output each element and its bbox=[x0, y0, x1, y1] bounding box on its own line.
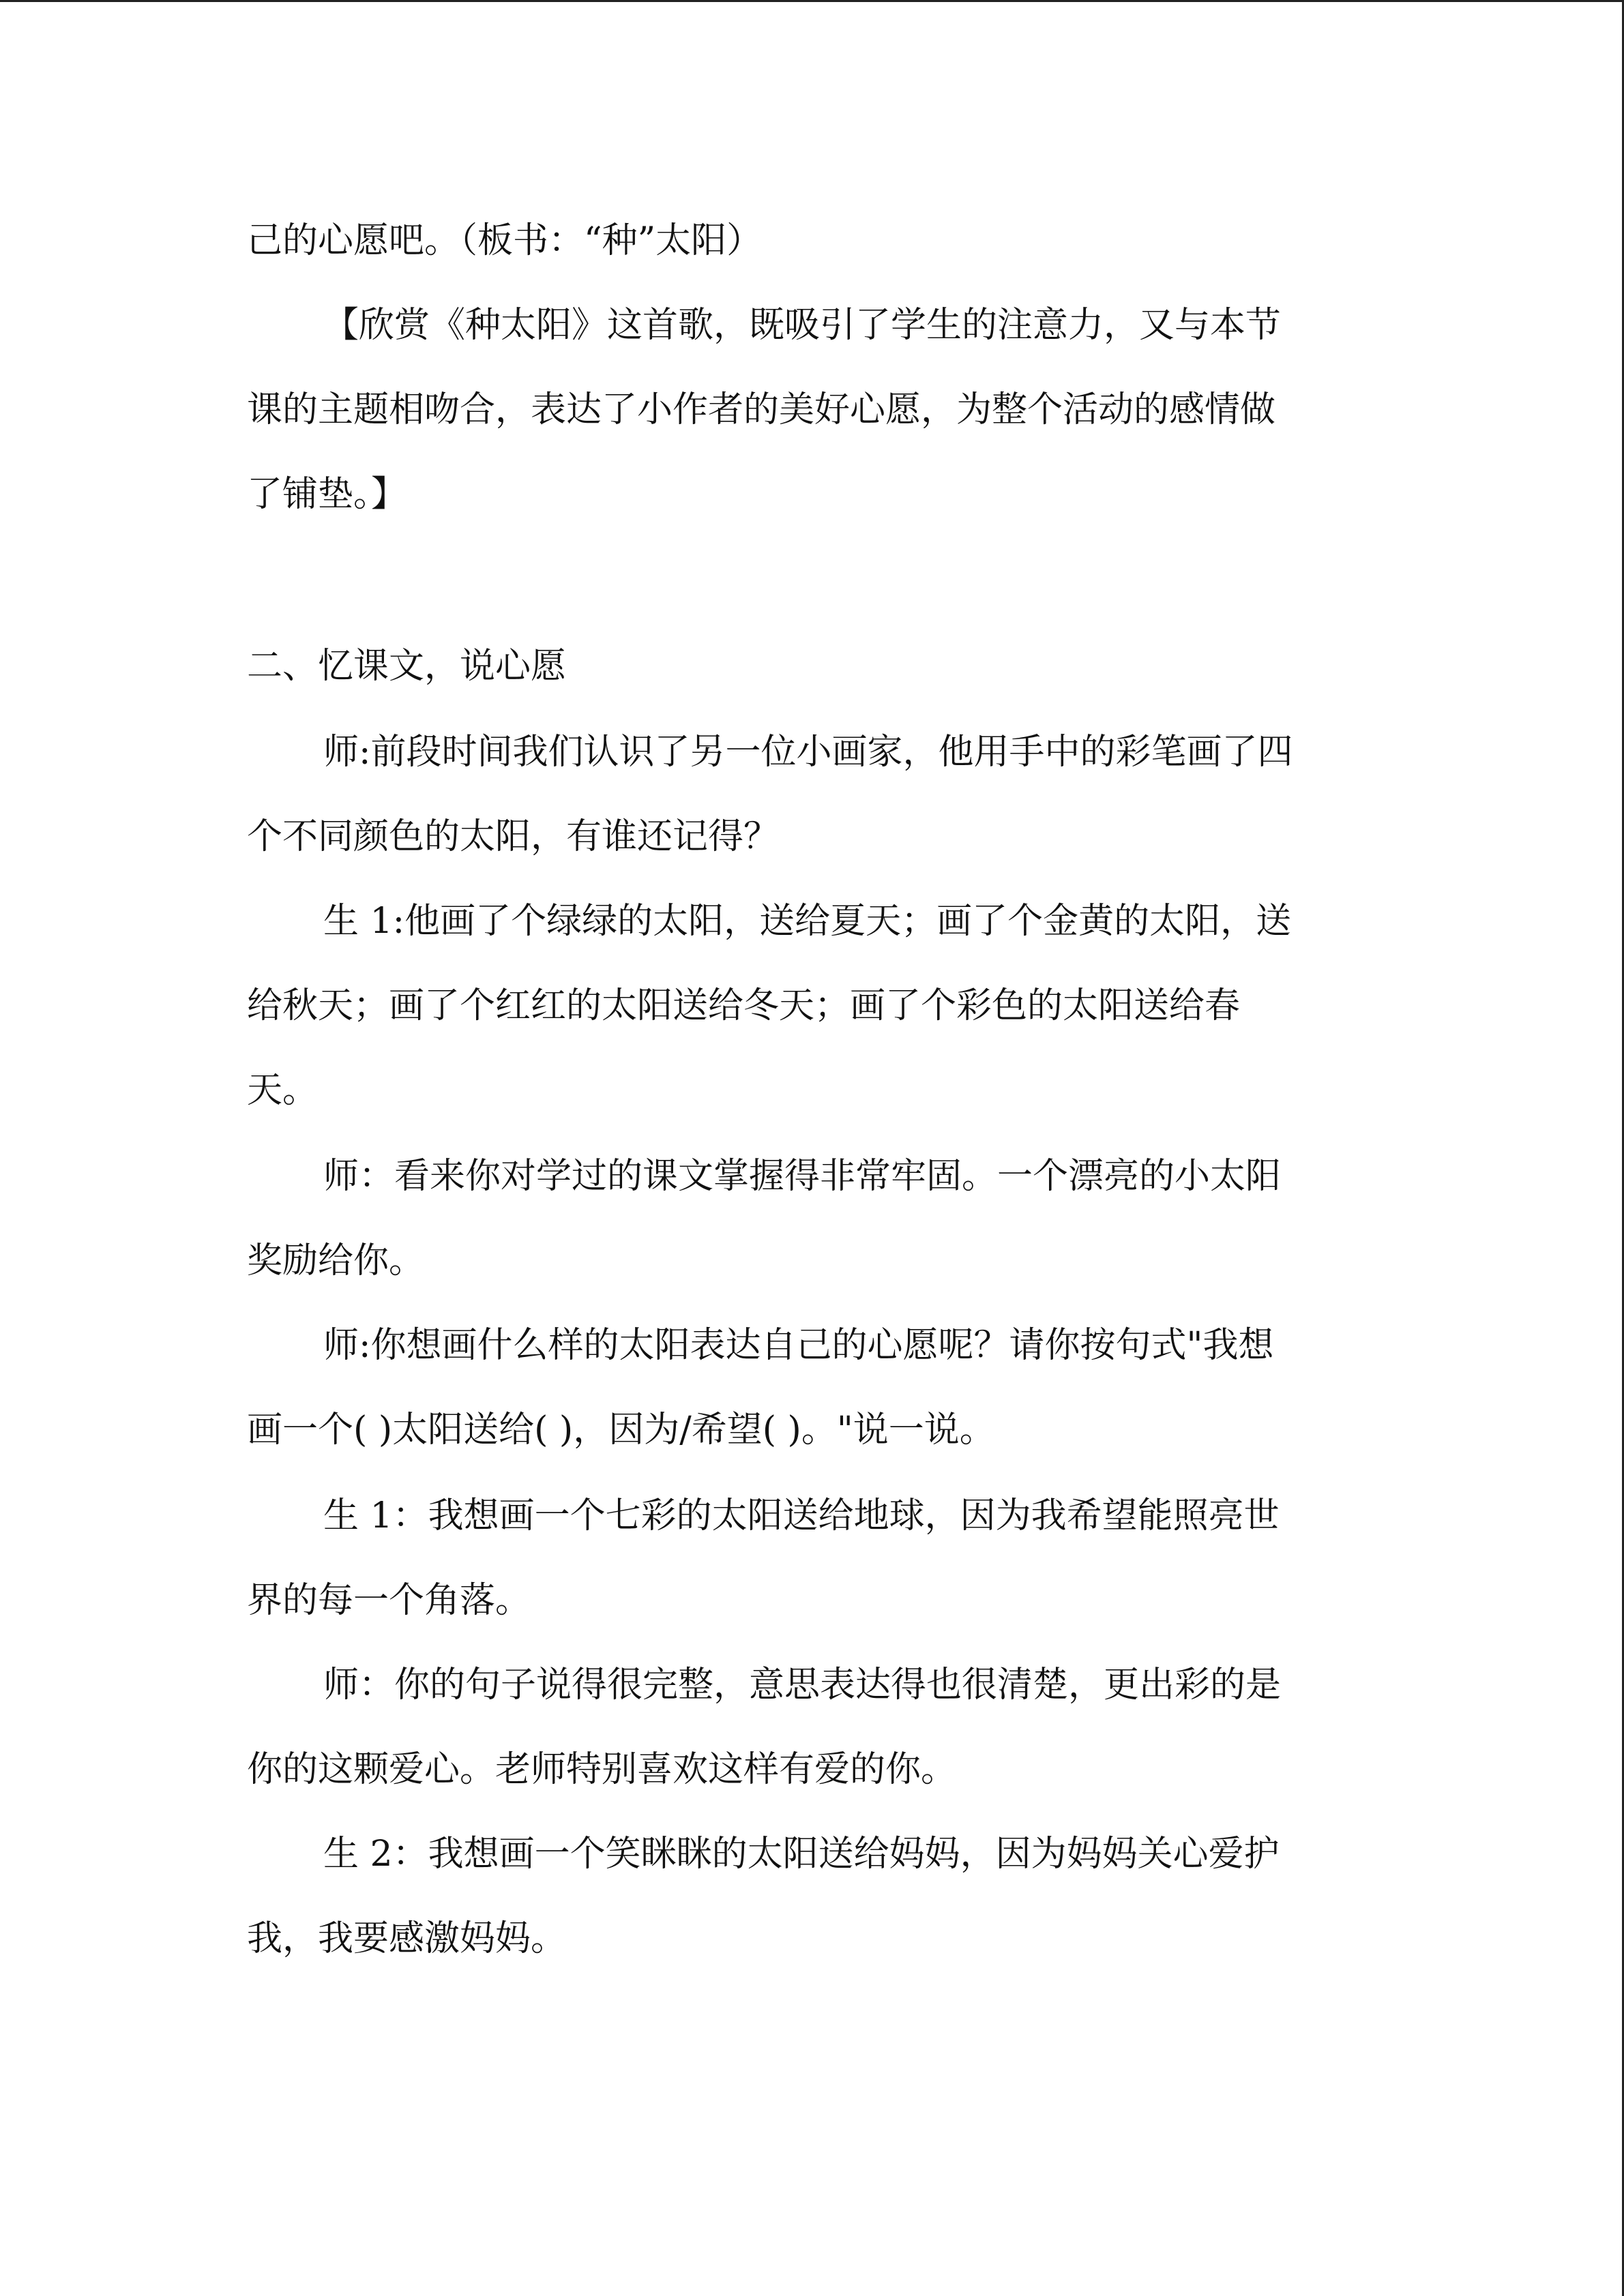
text-line: 界的每一个角落。 bbox=[247, 1580, 531, 1621]
text-line: 我，我要感激妈妈。 bbox=[247, 1918, 567, 1959]
text-line: 个不同颜色的太阳，有谁还记得？ bbox=[247, 816, 780, 857]
text-line: 你的这颗爱心。老师特别喜欢这样有爱的你。 bbox=[247, 1749, 957, 1790]
section-heading: 二、忆课文，说心愿 bbox=[247, 646, 567, 687]
text-line: 己的心愿吧。（板书：“种”太阳） bbox=[247, 220, 763, 261]
text-line: 师:你想画什么样的太阳表达自己的心愿呢？请你按句式"我想 bbox=[323, 1325, 1274, 1366]
text-line: 给秋天；画了个红红的太阳送给冬天；画了个彩色的太阳送给春 bbox=[247, 985, 1241, 1026]
text-line: 画一个( )太阳送给( )，因为/希望( )。"说一说。 bbox=[247, 1410, 995, 1450]
text-line: 生 1：我想画一个七彩的太阳送给地球，因为我希望能照亮世 bbox=[323, 1495, 1280, 1536]
text-line: 课的主题相吻合，表达了小作者的美好心愿，为整个活动的感情做 bbox=[247, 389, 1276, 430]
text-line: 师：看来你对学过的课文掌握得非常牢固。一个漂亮的小太阳 bbox=[323, 1156, 1282, 1197]
text-line: 天。 bbox=[247, 1070, 319, 1111]
text-line: 师:前段时间我们认识了另一位小画家，他用手中的彩笔画了四 bbox=[323, 732, 1293, 773]
text-line: 奖励给你。 bbox=[247, 1240, 425, 1281]
text-line: 了铺垫。】 bbox=[247, 474, 407, 515]
text-line: 生 1:他画了个绿绿的太阳，送给夏天；画了个金黄的太阳，送 bbox=[323, 901, 1292, 942]
text-line: 【欣赏《种太阳》这首歌，既吸引了学生的注意力，又与本节 bbox=[323, 305, 1282, 346]
text-line: 生 2：我想画一个笑眯眯的太阳送给妈妈，因为妈妈关心爱护 bbox=[323, 1834, 1280, 1875]
text-line: 师：你的句子说得很完整，意思表达得也很清楚，更出彩的是 bbox=[323, 1665, 1282, 1705]
